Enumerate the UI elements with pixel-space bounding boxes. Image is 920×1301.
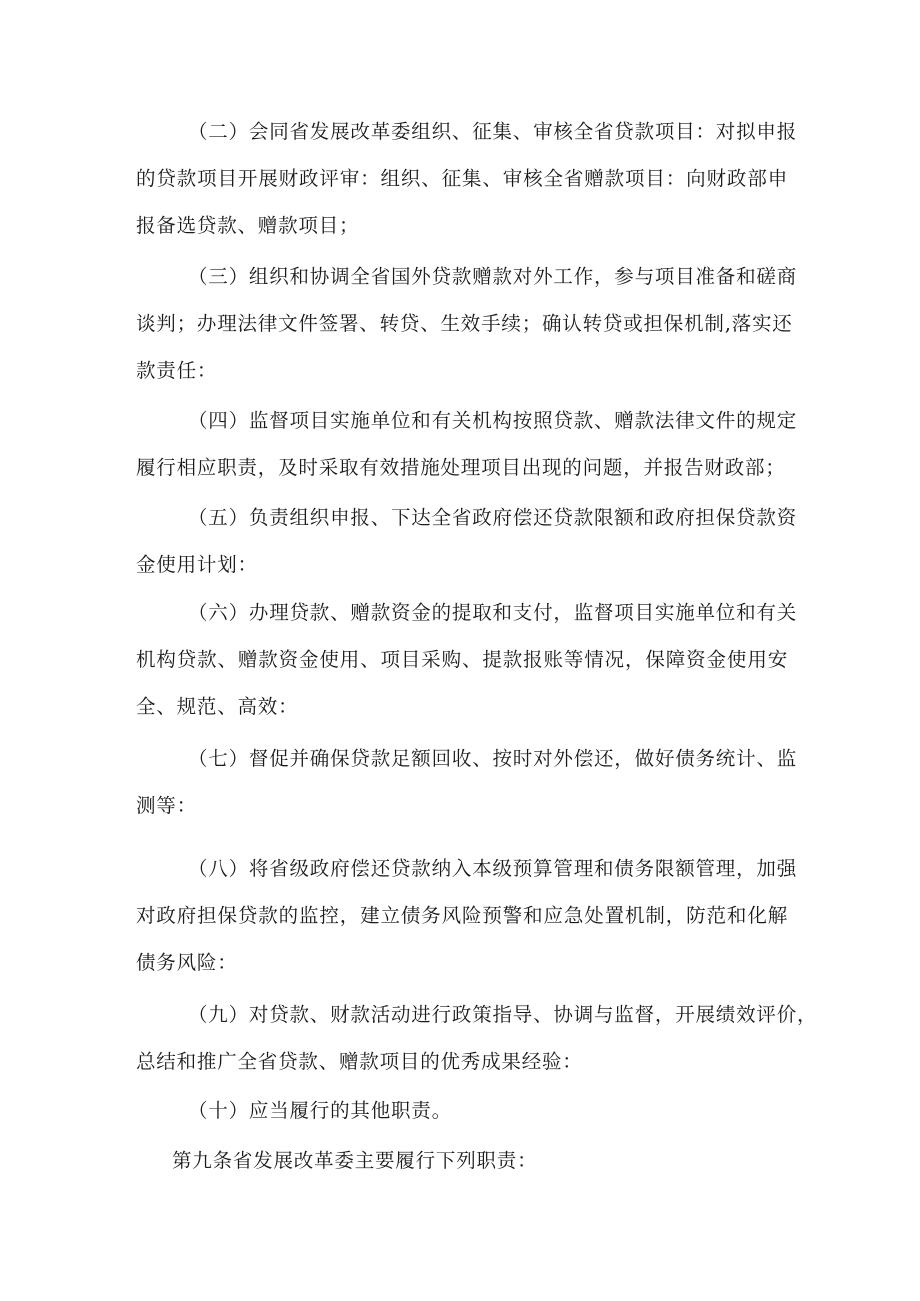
paragraph-line: 报备选贷款、赠款项目；: [136, 214, 360, 237]
paragraph-line: 对政府担保贷款的监控，建立债务风险预警和应急处置机制，防范和化解: [136, 904, 788, 927]
paragraph-7: [136, 747, 798, 841]
paragraph-line: （七）督促并确保贷款足额回收、按时对外偿还，做好债务统计、监: [188, 747, 798, 770]
paragraph-5: [136, 506, 798, 600]
paragraph-10: [136, 1099, 788, 1146]
paragraph-line: （八）将省级政府偿还贷款纳入本级预算管理和债务限额管理，加强: [188, 857, 798, 880]
paragraph-line: 总结和推广全省贷款、赠款项目的优秀成果经验：: [136, 1050, 583, 1073]
paragraph-line: （四）监督项目实施单位和有关机构按照贷款、赠款法律文件的规定: [188, 409, 798, 432]
paragraph-line: （三）组织和协调全省国外贷款赠款对外工作，参与项目准备和磋商: [188, 265, 798, 288]
paragraph-4: [136, 409, 798, 503]
paragraph-line: （九）对贷款、财款活动进行政策指导、协调与监督，开展绩效评价，: [188, 1003, 818, 1026]
paragraph-6: [136, 601, 798, 742]
paragraph-2: [136, 120, 798, 261]
paragraph-line: 谈判；办理法律文件签署、转贷、生效手续；确认转贷或担保机制,落实还: [136, 312, 793, 335]
paragraph-line: 机构贷款、赠款资金使用、项目采购、提款报账等情况，保障资金使用安: [136, 648, 788, 671]
paragraph-line: （六）办理贷款、赠款资金的提取和支付，监督项目实施单位和有关: [188, 601, 798, 624]
paragraph-line: 履行相应职责，及时采取有效措施处理项目出现的问题，并报告财政部；: [136, 456, 786, 479]
paragraph-line: 款责任：: [136, 359, 218, 382]
paragraph-line: （二）会同省发展改革委组织、征集、审核全省贷款项目：对拟申报: [188, 120, 798, 143]
article-heading: 第九条省发展改革委主要履行下列职责：: [172, 1149, 538, 1172]
paragraph-9: [136, 1003, 818, 1097]
paragraph-8: [136, 857, 798, 998]
paragraph-line: 的贷款项目开展财政评审：组织、征集、审核全省赠款项目：向财政部申: [136, 167, 788, 190]
paragraph-line: 债务风险：: [136, 951, 238, 974]
paragraph-line: （五）负责组织申报、下达全省政府偿还贷款限额和政府担保贷款资: [188, 506, 798, 529]
paragraph-line: 金使用计划：: [136, 553, 258, 576]
paragraph-line: 全、规范、高效：: [136, 695, 299, 718]
paragraph-3: [136, 265, 798, 406]
paragraph-line: （十）应当履行的其他职责。: [188, 1099, 452, 1122]
paragraph-line: 测等：: [136, 794, 197, 817]
